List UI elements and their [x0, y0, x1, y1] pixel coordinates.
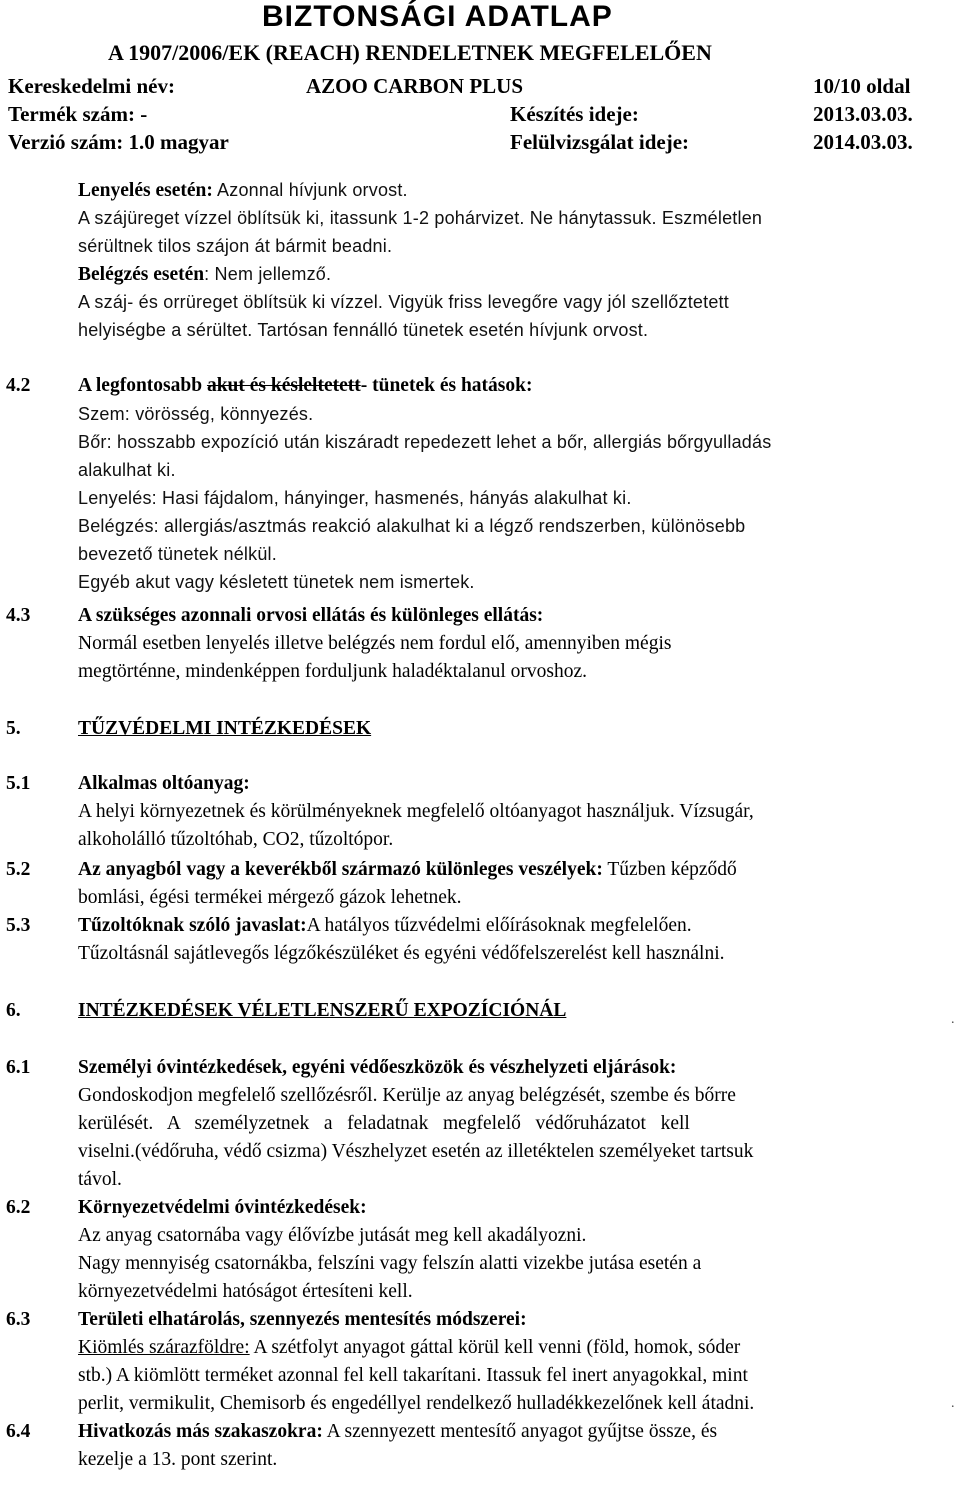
section-title-5: TŰZVÉDELMI INTÉZKEDÉSEK: [78, 718, 372, 739]
s6-1-line-4: távol.: [78, 1169, 122, 1190]
section-title-6-3: Területi elhatárolás, szennyezés mentesítés módszerei:: [78, 1309, 527, 1330]
s6-1-line-1: Gondoskodjon megfelelő szellőzésről. Kerülje az anyag belégzését, szembe és bőrre: [78, 1085, 736, 1106]
s5-1-line-2: alkoholálló tűzoltóhab, CO2, tűzoltópor.: [78, 829, 394, 850]
s5-3-line-2: Tűzoltásnál sajátlevegős légzőkészüléket és egyéni védőfelszerelést kell használni.: [78, 943, 725, 964]
trade-name-label: Kereskedelmi név:: [8, 74, 175, 98]
header-row-product: [8, 102, 948, 130]
section-number-6-2: 6.2: [6, 1197, 31, 1218]
s6-3-line-3: perlit, vermikulit, Chemisorb és engedéllyel rendelkező hulladékkezelőnek kell átadni.: [78, 1393, 755, 1414]
section-title-5-2: Az anyagból vagy a keverékből származó különleges veszélyek: Tűzben képződő: [78, 859, 737, 880]
s6-3-line-2: stb.) A kiömlött terméket azonnal fel kell takarítani. Itassuk fel inert anyagokkal, mint: [78, 1365, 748, 1386]
section-number-5-1: 5.1: [6, 773, 31, 794]
s5-1-line-1: A helyi környezetnek és körülményeknek megfelelő oltóanyagot használjuk. Vízsugár,: [78, 801, 754, 822]
intro-line-4: Belégzés esetén: Nem jellemző.: [78, 264, 332, 285]
intro-line-3: sérültnek tilos szájon át bármit beadni.: [78, 236, 393, 256]
section-title-6-4: Hivatkozás más szakaszokra: A szennyezett mentesítő anyagot gyűjtse össze, és: [78, 1421, 718, 1442]
acute-delayed-emphasis: akut és késleltetett: [206, 375, 361, 396]
trade-name-value: AZOO CARBON PLUS: [306, 74, 524, 98]
intro-line-1: Lenyelés esetén: Azonnal hívjunk orvost.: [78, 180, 408, 201]
document-title: BIZTONSÁGI ADATLAP: [262, 0, 613, 33]
intro-line-5: A száj- és orrüreget öblítsük ki vízzel. Vigyük friss levegőre vagy jól szellőztetett: [78, 292, 729, 312]
section-number-6-4: 6.4: [6, 1421, 31, 1442]
s6-1-line-2: kerülését. A személyzetnek a feladatnak megfelelő védőruházatot kell: [78, 1113, 690, 1134]
section-title-6: INTÉZKEDÉSEK VÉLETLENSZERŰ EXPOZÍCIÓNÁL: [78, 1000, 567, 1021]
s6-2-line-3: környezetvédelmi hatóságot értesíteni kell.: [78, 1281, 413, 1302]
product-number-label: Termék szám: -: [8, 102, 148, 126]
document-subtitle: A 1907/2006/EK (REACH) RENDELETNEK MEGFELELŐEN: [108, 40, 712, 65]
section-number-5: 5.: [6, 718, 21, 739]
ingestion-label: Lenyelés esetén:: [78, 180, 213, 201]
section-number-6: 6.: [6, 1000, 21, 1021]
section-number-4-3: 4.3: [6, 605, 31, 626]
s5-2-line-2: bomlási, égési termékei mérgező gázok lehetnek.: [78, 887, 462, 908]
header-row-trade-name: [8, 74, 948, 102]
s4-2-line-6: bevezető tünetek nélkül.: [78, 544, 277, 564]
s6-2-line-2: Nagy mennyiség csatornákba, felszíni vagy felszín alatti vizekbe jutása esetén a: [78, 1253, 702, 1274]
s4-2-line-4: Lenyelés: Hasi fájdalom, hányinger, hasmenés, hányás alakulhat ki.: [78, 488, 632, 508]
section-title-5-3: Tűzoltóknak szóló javaslat:A hatályos tűzvédelmi előírásoknak megfelelően.: [78, 915, 692, 936]
s6-2-line-1: Az anyag csatornába vagy élővízbe jutását meg kell akadályozni.: [78, 1225, 587, 1246]
s4-2-line-3: alakulhat ki.: [78, 460, 176, 480]
section-title-4-3: A szükséges azonnali orvosi ellátás és különleges ellátás:: [78, 605, 544, 626]
section-title-5-1: Alkalmas oltóanyag:: [78, 773, 250, 794]
inhalation-label: Belégzés esetén: [78, 264, 205, 285]
s4-3-line-1: Normál esetben lenyelés illetve belégzés nem fordul elő, amennyiben mégis: [78, 633, 672, 654]
header-row-version: [8, 130, 948, 158]
revised-date: 2014.03.03.: [813, 130, 913, 154]
created-label: Készítés ideje:: [510, 102, 639, 126]
s6-3-line-1: Kiömlés szárazföldre: A szétfolyt anyagot gáttal körül kell venni (föld, homok, sóder: [78, 1337, 741, 1358]
section-title-6-2: Környezetvédelmi óvintézkedések:: [78, 1197, 367, 1218]
section-number-5-2: 5.2: [6, 859, 31, 880]
margin-mark: .: [951, 1396, 955, 1411]
spill-on-land-label: Kiömlés szárazföldre:: [78, 1337, 250, 1358]
intro-line-2: A szájüreget vízzel öblítsük ki, itassunk 1-2 pohárvizet. Ne hánytassuk. Eszméletlen: [78, 208, 763, 228]
s4-2-line-2: Bőr: hosszabb expozíció után kiszáradt repedezett lehet a bőr, allergiás bőrgyulladás: [78, 432, 772, 452]
version-label: Verzió szám: 1.0 magyar: [8, 130, 229, 154]
s4-2-line-1: Szem: vörösség, könnyezés.: [78, 404, 314, 424]
margin-mark: .: [951, 1012, 955, 1027]
s4-3-line-2: megtörténne, mindenképpen forduljunk haladéktalanul orvoshoz.: [78, 661, 588, 682]
section-title-4-2: A legfontosabb akut és késleltetett- tünetek és hatások:: [78, 375, 533, 396]
s6-1-line-3: viselni.(védőruha, védő csizma) Vészhelyzet esetén az illetéktelen személyeket tartsuk: [78, 1141, 754, 1162]
s4-2-line-5: Belégzés: allergiás/asztmás reakció alakulhat ki a légző rendszerben, különösebb: [78, 516, 746, 536]
section-number-6-3: 6.3: [6, 1309, 31, 1330]
page-info: 10/10 oldal: [813, 74, 911, 98]
created-date: 2013.03.03.: [813, 102, 913, 126]
intro-line-6: helyiségbe a sérültet. Tartósan fennálló tünetek esetén hívjunk orvost.: [78, 320, 649, 340]
revised-label: Felülvizsgálat ideje:: [510, 130, 690, 154]
section-title-6-1: Személyi óvintézkedések, egyéni védőeszközök és vészhelyzeti eljárások:: [78, 1057, 677, 1078]
section-number-4-2: 4.2: [6, 375, 31, 396]
section-number-6-1: 6.1: [6, 1057, 31, 1078]
s4-2-line-7: Egyéb akut vagy késletett tünetek nem ismertek.: [78, 572, 475, 592]
s6-4-line-2: kezelje a 13. pont szerint.: [78, 1449, 278, 1470]
section-number-5-3: 5.3: [6, 915, 31, 936]
